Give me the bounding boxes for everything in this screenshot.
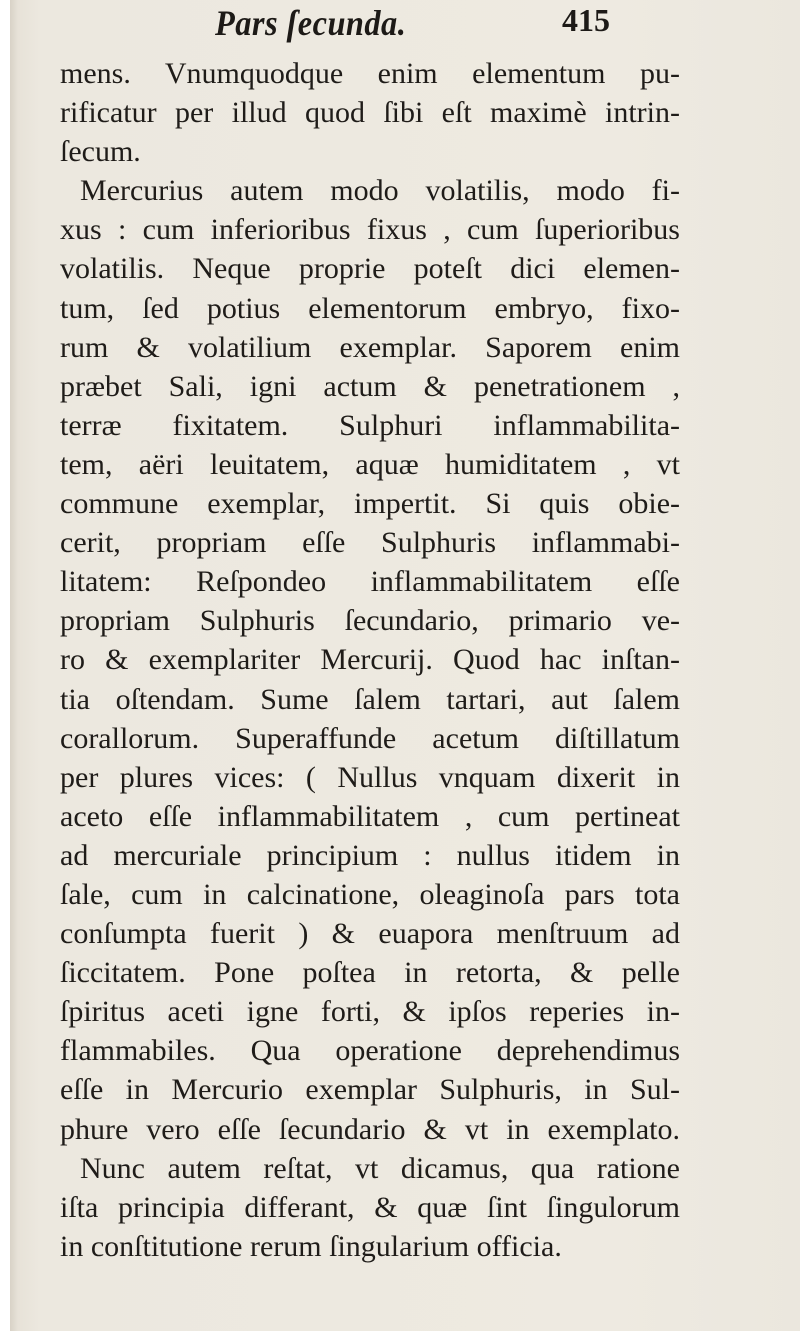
text-line-29: Nunc autem reſtat, vt dicamus, qua ratione (80, 1151, 680, 1185)
text-line-16: ro & exemplariter Mercurij. Quod hac inſtan- (60, 643, 680, 677)
text-line-9: præbet Sali, igni actum & penetrationem , (60, 369, 680, 403)
text-line-2: rificatur per illud quod ſibi eſt maximè intrin- (60, 96, 680, 130)
text-line-30: iſta principia differant, & quæ ſint ſingulorum (60, 1190, 680, 1224)
book-page (10, 0, 800, 1331)
text-line-25: ſpiritus aceti igne forti, & ipſos reperies in- (60, 995, 680, 1029)
text-line-21: ad mercuriale principium : nullus itidem in (60, 838, 680, 872)
text-line-8: rum & volatilium exemplar. Saporem enim (60, 330, 680, 364)
text-line-4: Mercurius autem modo volatilis, modo fi- (80, 174, 680, 208)
text-line-15: propriam Sulphuris ſecundario, primario ve- (60, 604, 680, 638)
body-text (60, 54, 700, 1266)
page-header (10, 0, 800, 52)
running-head: Pars ſecunda. (215, 3, 407, 43)
text-line-31: in conſtitutione rerum ſingularium officia. (60, 1229, 562, 1263)
text-line-1: mens. Vnumquodque enim elementum pu- (60, 57, 680, 90)
page-number: 415 (562, 2, 610, 38)
text-line-14: litatem: Reſpondeo inflammabilitatem eſſe (60, 565, 680, 599)
text-line-27: eſſe in Mercurio exemplar Sulphuris, in Sul- (60, 1073, 680, 1107)
text-line-5: xus : cum inferioribus fixus , cum ſuperioribus (60, 213, 680, 247)
text-line-7: tum, ſed potius elementorum embryo, fixo- (60, 291, 680, 325)
text-line-24: ſiccitatem. Pone poſtea in retorta, & pelle (60, 956, 680, 990)
text-line-22: ſale, cum in calcinatione, oleaginoſa pars tota (60, 877, 680, 911)
text-line-23: conſumpta fuerit ) & euapora menſtruum ad (60, 917, 680, 951)
text-line-18: corallorum. Superaffunde acetum diſtillatum (60, 721, 680, 755)
text-line-28: phure vero eſſe ſecundario & vt in exemplato. (60, 1112, 680, 1146)
text-line-3: ſecum. (60, 135, 141, 169)
text-line-17: tia oſtendam. Sume ſalem tartari, aut ſalem (60, 682, 680, 716)
text-line-20: aceto eſſe inflammabilitatem , cum pertineat (60, 799, 680, 833)
text-line-6: volatilis. Neque proprie poteſt dici elemen- (60, 252, 680, 286)
text-line-19: per plures vices: ( Nullus vnquam dixerit in (60, 760, 680, 794)
text-line-10: terræ fixitatem. Sulphuri inflammabilita- (60, 408, 680, 442)
text-line-26: flammabiles. Qua operatione deprehendimus (60, 1034, 680, 1068)
text-line-12: commune exemplar, impertit. Si quis obie- (60, 487, 680, 521)
text-line-13: cerit, propriam eſſe Sulphuris inflammabi- (60, 526, 680, 560)
text-line-11: tem, aëri leuitatem, aquæ humiditatem , vt (60, 447, 680, 481)
